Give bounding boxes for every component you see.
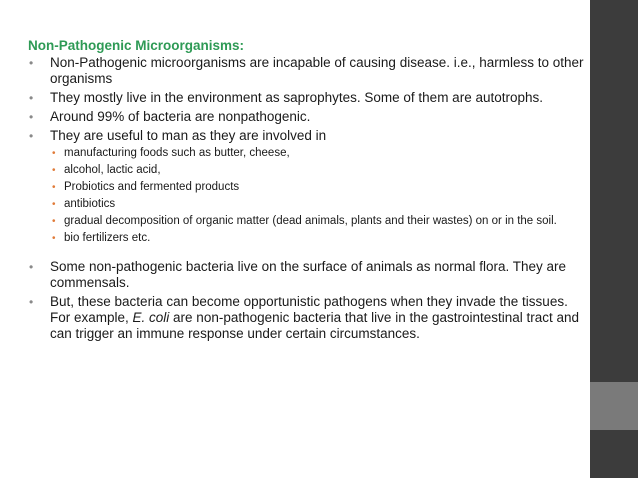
sub-bullet-marker: • — [52, 233, 56, 244]
bullet-marker: • — [29, 110, 34, 124]
bullet-marker: • — [29, 129, 34, 143]
sub-bullet-item — [50, 164, 588, 177]
sub-bullet-item — [50, 232, 588, 245]
bullet-text: Around 99% of bacteria are nonpathogenic. — [50, 109, 311, 124]
bullet-item — [22, 259, 588, 291]
sub-bullet-marker: • — [52, 182, 56, 193]
sub-bullet-marker: • — [52, 165, 56, 176]
sub-bullet-text: antibiotics — [64, 198, 116, 210]
bullet-text: They mostly live in the environment as saprophytes. Some of them are autotrophs. — [50, 90, 543, 105]
sub-bullet-marker: • — [52, 216, 56, 227]
sub-bullet-list — [50, 147, 588, 245]
bullet-text: Non-Pathogenic microorganisms are incapable of causing disease. i.e., harmless to other organisms — [50, 55, 584, 86]
bullet-text: They are useful to man as they are involved in — [50, 128, 327, 143]
sidebar-decoration — [590, 0, 638, 478]
bullet-list — [22, 55, 588, 342]
sub-bullet-marker: • — [52, 148, 56, 159]
bullet-marker: • — [29, 295, 34, 309]
slide-heading: Non-Pathogenic Microorganisms: — [28, 38, 245, 53]
bullet-item — [22, 128, 588, 245]
sub-bullet-text: gradual decomposition of organic matter (dead animals, plants and their wastes) on or in the soil. — [64, 215, 557, 227]
sub-bullet-text: alcohol, lactic acid, — [64, 164, 161, 176]
sidebar-accent-block — [590, 382, 638, 430]
bullet-item — [22, 55, 588, 87]
bullet-item — [22, 90, 588, 106]
bullet-text-after: are non-pathogenic bacteria that live in the gastrointestinal tract and can trigger an immune response under certain circumstances. — [50, 310, 580, 341]
sub-bullet-item — [50, 215, 588, 228]
bullet-item — [22, 109, 588, 125]
sub-bullet-item — [50, 198, 588, 211]
sub-bullet-marker: • — [52, 199, 56, 210]
bullet-marker: • — [29, 56, 34, 70]
sub-bullet-item — [50, 181, 588, 194]
sub-bullet-text: bio fertilizers etc. — [64, 232, 151, 244]
bullet-marker: • — [29, 91, 34, 105]
bullet-marker: • — [29, 260, 34, 274]
sub-bullet-item — [50, 147, 588, 160]
sub-bullet-text: manufacturing foods such as butter, cheese, — [64, 147, 290, 159]
slide-content — [22, 37, 588, 345]
bullet-text: Some non-pathogenic bacteria live on the surface of animals as normal flora. They are commensals. — [50, 259, 567, 290]
sub-bullet-text: Probiotics and fermented products — [64, 181, 240, 193]
organism-name-italic: E. coli — [132, 310, 170, 325]
bullet-item — [22, 294, 588, 342]
bullet-text-before: But, these bacteria can become opportunistic pathogens when they invade the tissues. For example, — [50, 294, 568, 325]
